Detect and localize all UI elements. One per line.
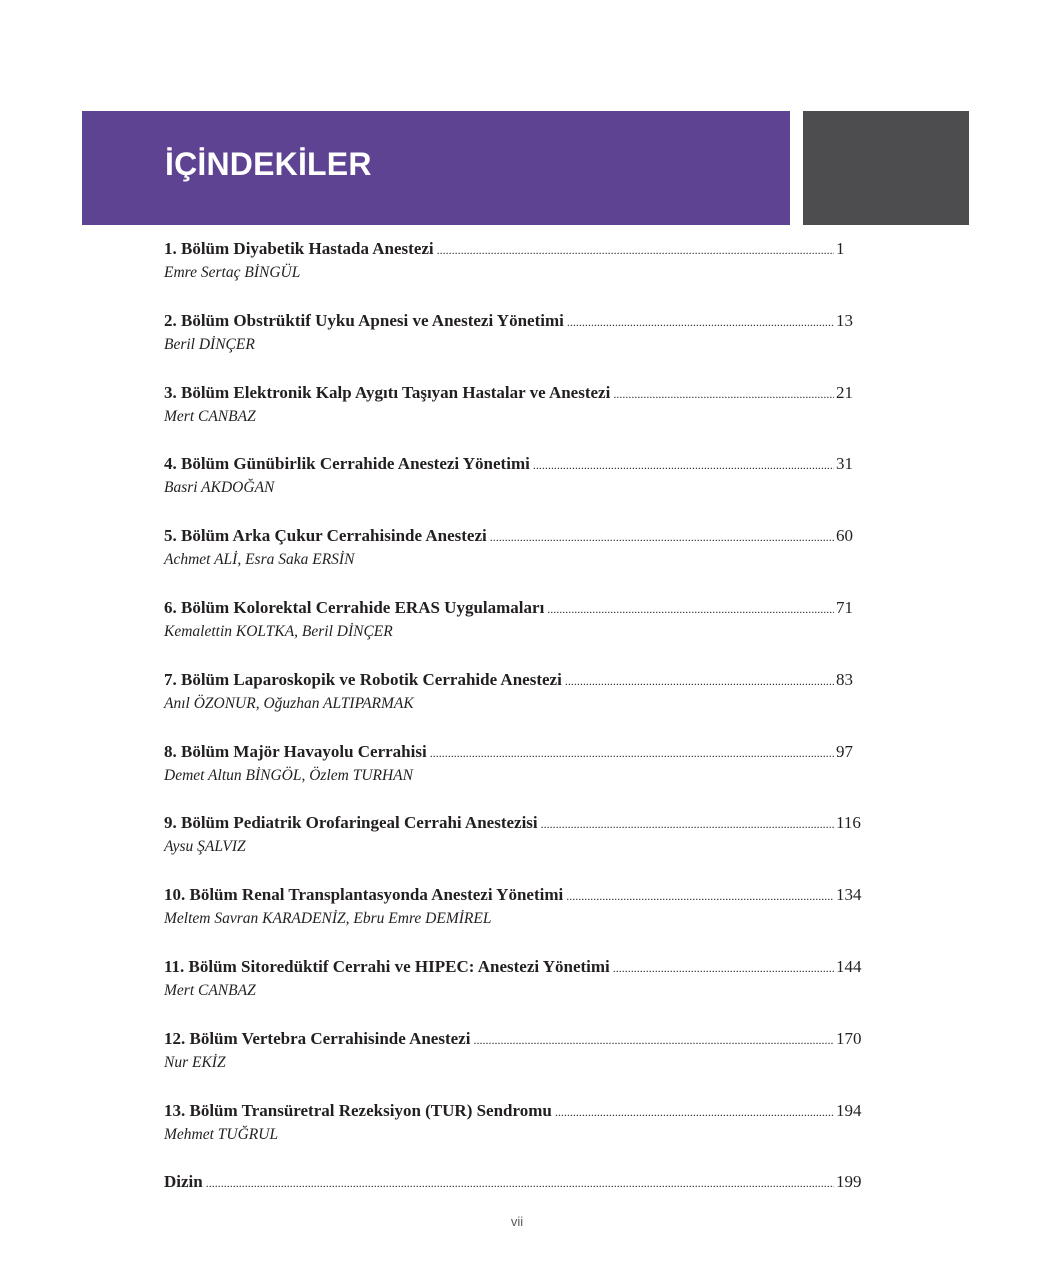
page-ref: 194	[836, 1100, 862, 1120]
chapter-authors: Mert CANBAZ	[164, 981, 256, 999]
chapter-authors: Mert CANBAZ	[164, 407, 256, 425]
dot-leader	[430, 740, 834, 766]
page-ref: 71	[836, 597, 853, 617]
chapter-title[interactable]: 13. Bölüm Transüretral Rezeksiyon (TUR) Sendromu	[164, 1100, 552, 1120]
toc-entry-3[interactable]	[164, 380, 864, 452]
page-title: İÇİNDEKİLER	[165, 146, 372, 182]
toc-entry-1[interactable]	[164, 236, 864, 308]
chapter-authors: Basri AKDOĞAN	[164, 479, 275, 497]
page-ref: 13	[836, 310, 853, 330]
table-of-contents	[164, 236, 864, 1241]
chapter-authors: Nur EKİZ	[164, 1053, 226, 1071]
toc-entry-index[interactable]	[164, 1169, 864, 1241]
title-banner	[82, 111, 790, 225]
chapter-title[interactable]: 10. Bölüm Renal Transplantasyonda Anestezi Yönetimi	[164, 885, 564, 905]
chapter-authors: Mehmet TUĞRUL	[164, 1125, 279, 1143]
page-ref: 134	[836, 885, 862, 905]
page-ref: 60	[836, 526, 853, 546]
toc-entry-8[interactable]	[164, 739, 864, 811]
page-ref: 144	[836, 956, 862, 976]
dot-leader	[206, 1170, 834, 1196]
dot-leader	[473, 1027, 834, 1053]
chapter-authors: Demet Altun BİNGÖL, Özlem TURHAN	[164, 766, 413, 784]
dot-leader	[490, 524, 834, 550]
page-ref: 21	[836, 382, 853, 402]
chapter-title[interactable]: 3. Bölüm Elektronik Kalp Aygıtı Taşıyan Hastalar ve Anestezi	[164, 382, 611, 402]
page-number: vii	[510, 1214, 524, 1229]
title-side-block	[803, 111, 969, 225]
toc-entry-6[interactable]	[164, 595, 864, 667]
chapter-title[interactable]: 2. Bölüm Obstrüktif Uyku Apnesi ve Anestezi Yönetimi	[164, 310, 564, 330]
page-ref: 116	[836, 813, 861, 833]
dot-leader	[555, 1099, 834, 1125]
chapter-authors: Meltem Savran KARADENİZ, Ebru Emre DEMİREL	[164, 910, 492, 928]
chapter-authors: Aysu ŞALVIZ	[164, 838, 246, 856]
page-ref: 83	[836, 669, 853, 689]
page-ref: 97	[836, 741, 853, 761]
dot-leader	[613, 955, 834, 981]
chapter-title[interactable]: 5. Bölüm Arka Çukur Cerrahisinde Anestezi	[164, 526, 487, 546]
page-ref: 1	[836, 239, 845, 258]
chapter-title[interactable]: 4. Bölüm Günübirlik Cerrahide Anestezi Yönetimi	[164, 454, 530, 474]
page-ref: 199	[836, 1172, 862, 1192]
chapter-title[interactable]: 6. Bölüm Kolorektal Cerrahide ERAS Uygulamaları	[164, 597, 545, 617]
chapter-title[interactable]: 12. Bölüm Vertebra Cerrahisinde Anestezi	[164, 1028, 471, 1048]
dot-leader	[567, 309, 834, 335]
chapter-authors: Kemalettin KOLTKA, Beril DİNÇER	[164, 622, 393, 640]
chapter-title[interactable]: 7. Bölüm Laparoskopik ve Robotik Cerrahide Anestezi	[164, 669, 562, 689]
dot-leader	[566, 883, 834, 909]
toc-entry-13[interactable]	[164, 1098, 864, 1170]
toc-entry-10[interactable]	[164, 882, 864, 954]
chapter-authors: Achmet ALİ, Esra Saka ERSİN	[164, 551, 355, 569]
toc-entry-9[interactable]	[164, 810, 864, 882]
index-title[interactable]: Dizin	[164, 1172, 203, 1192]
chapter-authors: Emre Sertaç BİNGÜL	[164, 264, 301, 281]
chapter-title[interactable]: 8. Bölüm Majör Havayolu Cerrahisi	[164, 741, 427, 761]
toc-entry-2[interactable]	[164, 308, 864, 380]
chapter-authors: Beril DİNÇER	[164, 335, 255, 353]
dot-leader	[547, 596, 834, 622]
chapter-title[interactable]: 11. Bölüm Sitoredüktif Cerrahi ve HIPEC: Anestezi Yönetimi	[164, 956, 610, 976]
toc-entry-4[interactable]	[164, 451, 864, 523]
dot-leader	[533, 452, 834, 478]
toc-entry-12[interactable]	[164, 1026, 864, 1098]
dot-leader	[437, 237, 834, 263]
dot-leader	[565, 668, 834, 694]
chapter-title[interactable]: 9. Bölüm Pediatrik Orofaringeal Cerrahi Anestezisi	[164, 813, 538, 833]
toc-entry-7[interactable]	[164, 667, 864, 739]
chapter-authors: Anıl ÖZONUR, Oğuzhan ALTIPARMAK	[164, 694, 414, 712]
dot-leader	[541, 811, 834, 837]
toc-entry-5[interactable]	[164, 523, 864, 595]
page-ref: 170	[836, 1028, 862, 1048]
toc-entry-11[interactable]	[164, 954, 864, 1026]
chapter-title[interactable]: 1. Bölüm Diyabetik Hastada Anestezi	[164, 239, 434, 258]
dot-leader	[613, 381, 834, 407]
page-ref: 31	[836, 454, 853, 474]
